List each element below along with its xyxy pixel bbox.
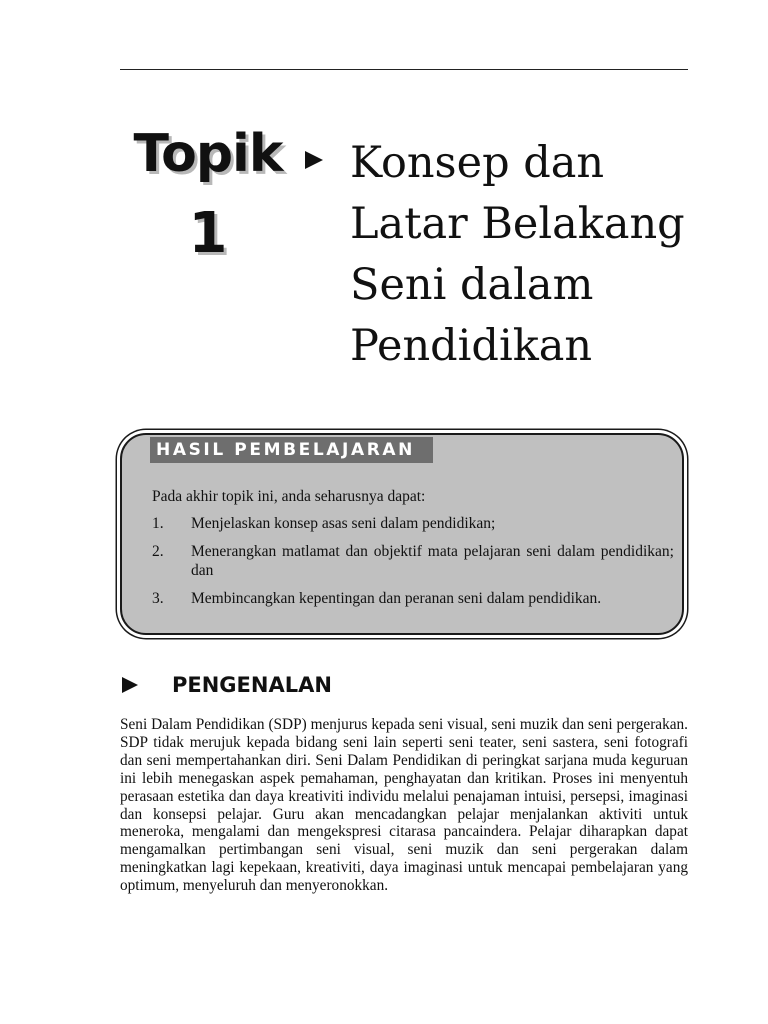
right-triangle-icon: [122, 677, 138, 693]
introduction-paragraph: Seni Dalam Pendidikan (SDP) menjurus kepada seni visual, seni muzik dan seni pergerakan. SDP tidak merujuk kepada bidang seni lain seperti seni teater, seni sastera, seni fotografi dan seni mempertahankan diri. Seni Dalam Pendidikan di peringkat sarjana muda keguruan ini lebih menegaskan aspek pemahaman, penghayatan dan kritikan. Proses ini menyentuh perasaan estetika dan daya kreativiti individu melalui penajaman intuisi, persepsi, imaginasi dan konsepsi pelajar. Guru akan mencadangkan pelajar menjalankan aktiviti untuk meneroka, mengalami dan mengekspresi citarasa pancaindera. Pelajar diharapkan dapat mengamalkan pertimbangan seni visual, seni muzik dan seni pergerakan dalam meningkatkan lagi kepekaan, kreativiti, daya imaginasi untuk mencapai pembelajaran yang optimum, menyeluruh dan menyeronokkan.: [120, 716, 688, 895]
list-item-text: Menjelaskan konsep asas seni dalam pendidikan;: [191, 515, 496, 532]
chapter-title: [350, 133, 710, 377]
top-rule: [120, 69, 688, 70]
learning-outcomes-box: [120, 433, 684, 635]
learning-outcomes-list: [152, 514, 674, 617]
right-triangle-icon: [305, 151, 323, 169]
list-item: [152, 589, 674, 608]
list-item: [152, 542, 674, 580]
chapter-title-line: Latar Belakang: [350, 199, 685, 249]
chapter-label: Topik: [133, 124, 283, 184]
chapter-title-line: Seni dalam: [350, 260, 594, 310]
chapter-title-line: Pendidikan: [350, 321, 593, 371]
list-item-number: 2.: [152, 543, 164, 560]
chapter-number: 1: [188, 201, 228, 266]
list-item-number: 1.: [152, 515, 164, 532]
list-item: [152, 514, 674, 533]
section-heading: PENGENALAN: [172, 673, 332, 697]
learning-outcomes-header: HASIL PEMBELAJARAN: [150, 437, 433, 463]
chapter-title-line: Konsep dan: [350, 138, 605, 188]
chapter-label-block: [118, 122, 298, 270]
list-item-text: Menerangkan matlamat dan objektif mata pelajaran seni dalam pendidikan; dan: [191, 543, 674, 579]
list-item-text: Membincangkan kepentingan dan peranan seni dalam pendidikan.: [191, 590, 602, 607]
learning-outcomes-intro: Pada akhir topik ini, anda seharusnya dapat:: [152, 488, 426, 505]
list-item-number: 3.: [152, 590, 164, 607]
